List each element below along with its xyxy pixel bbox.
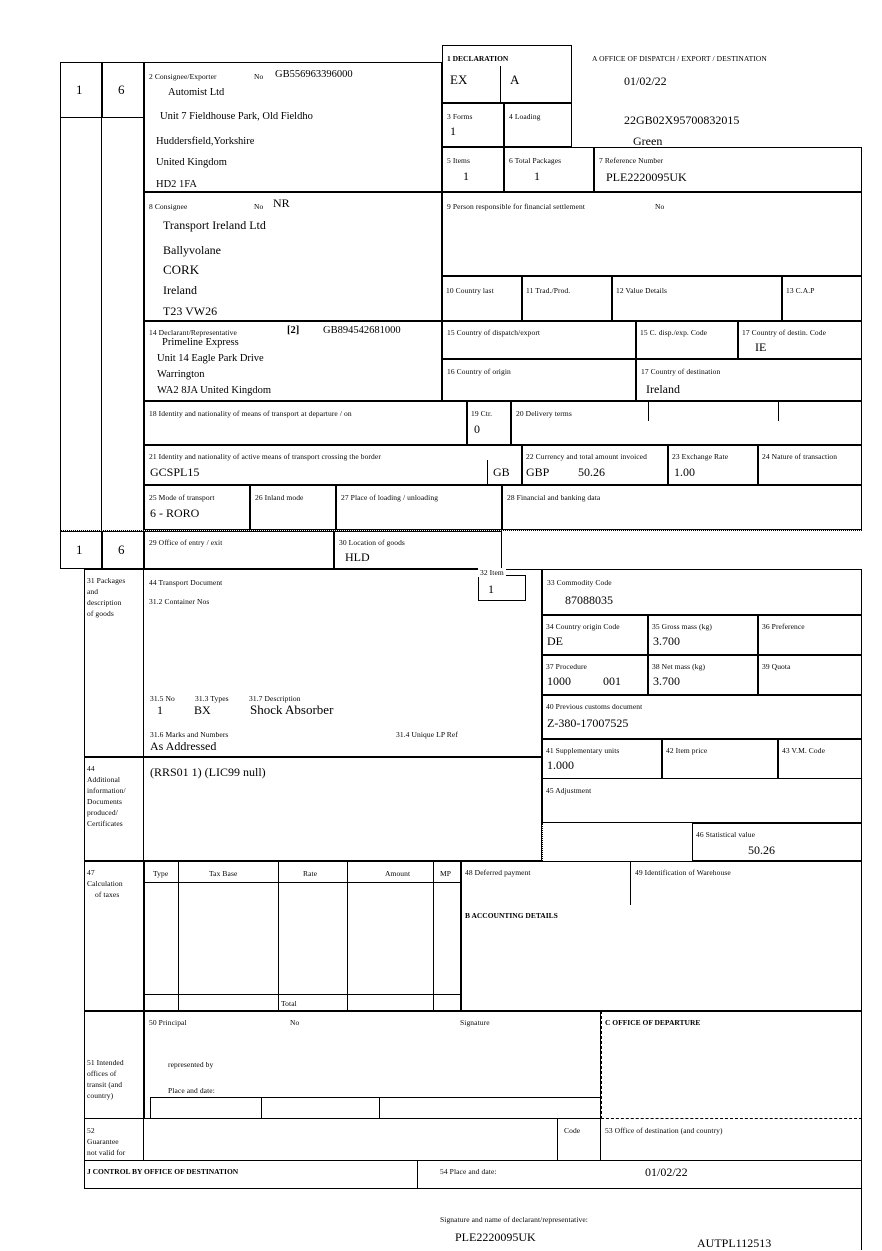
box17c-label: 17 Country of destin. Code	[742, 328, 827, 337]
box6-value: 1	[534, 169, 540, 183]
box33-commodity-code	[542, 569, 862, 615]
box27-place-loading	[336, 485, 502, 530]
box31-3-types-label: 31.3 Types	[195, 694, 229, 703]
box24-label: 24 Nature of transaction	[762, 452, 838, 461]
box37-label: 37 Procedure	[546, 662, 587, 671]
box15-label: 15 Country of dispatch/export	[447, 328, 541, 337]
box39-label: 39 Quota	[762, 662, 791, 671]
box2-line-1: Automist Ltd	[168, 87, 225, 98]
box31-marks-value: As Addressed	[150, 739, 217, 753]
declaration-ex: EX	[450, 72, 468, 87]
box7-label: 7 Reference Number	[599, 156, 664, 165]
box54-code: AUTPL112513	[697, 1236, 772, 1250]
box2-no-label: No	[254, 72, 264, 81]
boxB-accounting-details	[461, 905, 862, 1011]
box44-label-line-1: 44	[87, 764, 95, 773]
box17-label: 17 Country of destination	[641, 367, 721, 376]
box53-label: 53 Office of destination (and country)	[605, 1126, 723, 1135]
box2-line-2: Unit 7 Fieldhouse Park, Old Fieldho	[160, 111, 313, 122]
boxC-office-departure	[601, 1011, 862, 1119]
box16-label: 16 Country of origin	[447, 367, 511, 376]
box16-country-origin	[442, 359, 636, 401]
box54-ref: PLE2220095UK	[455, 1230, 536, 1244]
box47-header-type: Type	[153, 869, 169, 878]
box37-value-2: 001	[603, 674, 621, 688]
box36-label: 36 Preference	[762, 622, 805, 631]
box2-consignor	[144, 62, 442, 192]
box8-line-5: T23 VW26	[163, 304, 218, 318]
box5-label: 5 Items	[447, 156, 470, 165]
box14-eori: GB894542681000	[323, 325, 401, 336]
box51-label-line-3: transit (and	[87, 1080, 123, 1089]
declaration-a: A	[510, 72, 520, 87]
box5-value: 1	[463, 169, 469, 183]
office-dispatch-date: 01/02/22	[624, 74, 667, 88]
box28-label: 28 Financial and banking data	[507, 493, 601, 502]
box51-cell-3	[380, 1097, 601, 1119]
box52-code-label: Code	[564, 1126, 581, 1135]
box29-office-entry-exit	[144, 531, 334, 569]
box44-label-line-3: information/	[87, 786, 126, 795]
box41-label: 41 Supplementary units	[546, 746, 620, 755]
box44-label-line-4: Documents	[87, 797, 123, 806]
box52-code-divider	[557, 1119, 558, 1161]
box31-label-line-1: 31 Packages	[87, 576, 126, 585]
box14-line-1: Primeline Express	[162, 337, 239, 348]
box12-value-details	[612, 276, 782, 321]
box54-label: 54 Place and date:	[440, 1167, 497, 1176]
box14-line-4: WA2 8JA United Kingdom	[157, 385, 272, 396]
box54-date: 01/02/22	[645, 1165, 688, 1179]
box8-no-label: No	[254, 202, 264, 211]
box21-active-transport	[144, 445, 522, 485]
box11-trad-prod	[522, 276, 612, 321]
box19-label: 19 Ctr.	[471, 409, 493, 418]
box32-label: 32 Item	[480, 568, 504, 577]
box9-label: 9 Person responsible for financial settlement	[447, 202, 586, 211]
box2-label: 2 Consignee/Exporter	[149, 72, 217, 81]
declaration-split	[500, 66, 501, 103]
box44-value: (RRS01 1) (LIC99 null)	[150, 765, 266, 779]
box47-header-taxbase: Tax Base	[209, 869, 238, 878]
boxC-label: C OFFICE OF DEPARTURE	[605, 1018, 701, 1027]
box22-amount: 50.26	[578, 465, 605, 479]
box41-value: 1.000	[547, 758, 574, 772]
box33-value: 87088035	[565, 593, 613, 607]
box35-value: 3.700	[653, 634, 680, 648]
box2-eori: GB556963396000	[275, 69, 353, 80]
box1-right-spine	[102, 118, 144, 530]
box48-label: 48 Deferred payment	[465, 868, 531, 877]
box4-loading	[504, 103, 572, 147]
box47-col-amount	[348, 861, 434, 1011]
box21-nationality: GB	[493, 465, 510, 479]
box31-no-value: 1	[157, 703, 163, 717]
box24-nature-transaction	[758, 445, 862, 485]
box50-no-label: No	[290, 1018, 300, 1027]
office-dispatch-label: A OFFICE OF DISPATCH / EXPORT / DESTINATION	[592, 54, 767, 63]
box47-total-label: Total	[281, 999, 297, 1008]
box38-label: 38 Net mass (kg)	[652, 662, 706, 671]
box20-divider-1	[648, 401, 649, 421]
box18-transport-departure	[144, 401, 467, 445]
box14-line-2: Unit 14 Eagle Park Drive	[157, 353, 264, 364]
box31-5-no-label: 31.5 No	[150, 694, 175, 703]
box52-label-line-1: 52	[87, 1126, 95, 1135]
box42-item-price	[662, 739, 778, 779]
box2-line-4: United Kingdom	[156, 157, 227, 168]
box13-label: 13 C.A.P	[786, 286, 815, 295]
box51-label-line-2: offices of	[87, 1069, 117, 1078]
box46-statistical-value	[692, 823, 862, 861]
box23-value: 1.00	[674, 465, 695, 479]
box23-label: 23 Exchange Rate	[672, 452, 729, 461]
box46-value: 50.26	[748, 843, 775, 857]
box31-label-line-2: and	[87, 587, 99, 596]
box12-label: 12 Value Details	[616, 286, 668, 295]
box14-label: 14 Declarant/Representative	[149, 328, 237, 337]
box8-label: 8 Consignee	[149, 202, 188, 211]
box1-declaration-label: 1 DECLARATION	[447, 54, 509, 63]
box50-represented-label: represented by	[168, 1060, 214, 1069]
box44-label-line-2: Additional	[87, 775, 121, 784]
box26-label: 26 Inland mode	[255, 493, 304, 502]
box7-value: PLE2220095UK	[606, 170, 687, 184]
box39-quota	[758, 655, 862, 695]
box17c-value: IE	[755, 340, 767, 354]
box25-label: 25 Mode of transport	[149, 493, 215, 502]
box47-total-row	[144, 994, 461, 1011]
box42-label: 42 Item price	[666, 746, 708, 755]
box44-label-line-6: Certificates	[87, 819, 123, 828]
box14-line-3: Warrington	[157, 369, 205, 380]
box29-label: 29 Office of entry / exit	[149, 538, 223, 547]
box31-label-line-4: of goods	[87, 609, 114, 618]
box30-value: HLD	[345, 550, 370, 564]
box44-label-line-5: produced/	[87, 808, 118, 817]
box15-country-dispatch	[442, 321, 636, 359]
box54-signature-label: Signature and name of declarant/representative:	[440, 1215, 588, 1224]
box20-divider-2	[778, 401, 779, 421]
box40-value: Z-380-17007525	[547, 716, 629, 730]
box9-no-label: No	[655, 202, 665, 211]
box31-7-desc-label: 31.7 Description	[249, 694, 301, 703]
box51-label-line-4: country)	[87, 1091, 114, 1100]
box1-left-value: 1	[76, 82, 83, 97]
box31-types-value: BX	[194, 703, 211, 717]
box47-label-line-3: of taxes	[95, 890, 120, 899]
box1-right-value: 6	[118, 82, 125, 97]
box22-label: 22 Currency and total amount invoiced	[526, 452, 647, 461]
box47-label-line-2: Calculation	[87, 879, 123, 888]
box8-line-3: CORK	[163, 262, 200, 277]
box34-value: DE	[547, 634, 563, 648]
box31-desc-value: Shock Absorber	[250, 702, 334, 717]
boxB-label: B ACCOUNTING DETAILS	[465, 911, 558, 920]
box17-value: Ireland	[646, 382, 680, 396]
box46-label: 46 Statistical value	[696, 830, 756, 839]
box36-preference	[758, 615, 862, 655]
box47-header-mp: MP	[440, 869, 452, 878]
box1-left-spine	[60, 118, 102, 530]
box50-label: 50 Principal	[149, 1018, 187, 1027]
box47-col-rate	[279, 861, 348, 1011]
boxJ-label: J CONTROL BY OFFICE OF DESTINATION	[87, 1167, 239, 1176]
box52-content	[144, 1119, 601, 1161]
box40-label: 40 Previous customs document	[546, 702, 643, 711]
box20-label: 20 Delivery terms	[516, 409, 572, 418]
box20-delivery-terms	[511, 401, 862, 445]
box47-label-line-1: 47	[87, 868, 95, 877]
box6-total-packages	[504, 147, 594, 192]
box5-items	[442, 147, 504, 192]
box1-right-value-2: 6	[118, 542, 125, 557]
box26-inland-mode	[250, 485, 336, 530]
box8-line-2: Ballyvolane	[163, 243, 221, 257]
box32-item	[478, 575, 526, 601]
box43-label: 43 V.M. Code	[782, 746, 826, 755]
box31-6-marks-label: 31.6 Marks and Numbers	[150, 730, 229, 739]
box22-currency: GBP	[526, 465, 550, 479]
box38-value: 3.700	[653, 674, 680, 688]
box47-col-taxbase	[179, 861, 279, 1011]
box25-value: 6 - RORO	[150, 506, 200, 520]
box13-cap	[782, 276, 862, 321]
box51-label-line-1: 51 Intended	[87, 1058, 124, 1067]
box18-label: 18 Identity and nationality of means of transport at departure / on	[149, 409, 352, 418]
box47-col-type	[144, 861, 179, 1011]
box15c-label: 15 C. disp./exp. Code	[640, 328, 708, 337]
box52-label-line-2: Guarantee	[87, 1137, 119, 1146]
box30-label: 30 Location of goods	[339, 538, 405, 547]
lane-value: Green	[633, 134, 663, 148]
box8-line-1: Transport Ireland Ltd	[163, 218, 266, 232]
box10-country-last	[442, 276, 522, 321]
box4-label: 4 Loading	[509, 112, 541, 121]
box2-line-5: HD2 1FA	[156, 179, 197, 190]
box15c-dispatch-code	[636, 321, 738, 359]
box28-financial-banking	[502, 485, 862, 530]
box49-label: 49 Identification of Warehouse	[635, 868, 731, 877]
box27-label: 27 Place of loading / unloading	[341, 493, 439, 502]
box31-2-container-label: 31.2 Container Nos	[149, 597, 210, 606]
box21-nationality-divider	[487, 460, 488, 485]
box37-value-1: 1000	[547, 674, 571, 688]
box8-no-value: NR	[273, 196, 290, 210]
box21-label: 21 Identity and nationality of active means of transport crossing the border	[149, 452, 381, 461]
box47-header-amount: Amount	[385, 869, 411, 878]
box8-line-4: Ireland	[163, 283, 197, 297]
box35-label: 35 Gross mass (kg)	[652, 622, 712, 631]
box11-label: 11 Trad./Prod.	[526, 286, 571, 295]
box10-label: 10 Country last	[446, 286, 494, 295]
box31-label-line-3: description	[87, 598, 122, 607]
box19-value: 0	[474, 422, 480, 436]
box32-value: 1	[488, 582, 494, 596]
box31-4-unique-lp-label: 31.4 Unique LP Ref	[396, 730, 458, 739]
box51-cell-1	[150, 1097, 262, 1119]
box45-dotted-divider	[542, 823, 543, 861]
box6-label: 6 Total Packages	[509, 156, 562, 165]
box43-vm-code	[778, 739, 862, 779]
mrn-value: 22GB02X95700832015	[624, 113, 740, 127]
box50-place-date-label: Place and date:	[168, 1086, 215, 1095]
box34-label: 34 Country origin Code	[546, 622, 620, 631]
box52-label-line-3: not valid for	[87, 1148, 126, 1157]
box3-label: 3 Forms	[447, 112, 473, 121]
box14-rep-code: [2]	[287, 325, 300, 336]
box50-signature-label: Signature	[460, 1018, 490, 1027]
box2-line-3: Huddersfield,Yorkshire	[156, 136, 255, 147]
box45-label: 45 Adjustment	[546, 786, 592, 795]
box51-cell-2	[262, 1097, 380, 1119]
box1-left-value-2: 1	[76, 542, 83, 557]
box3-value: 1	[450, 124, 456, 138]
box21-value: GCSPL15	[150, 465, 200, 479]
box33-label: 33 Commodity Code	[547, 578, 612, 587]
box47-header-rate: Rate	[303, 869, 318, 878]
box44-transport-doc-label: 44 Transport Document	[149, 578, 223, 587]
